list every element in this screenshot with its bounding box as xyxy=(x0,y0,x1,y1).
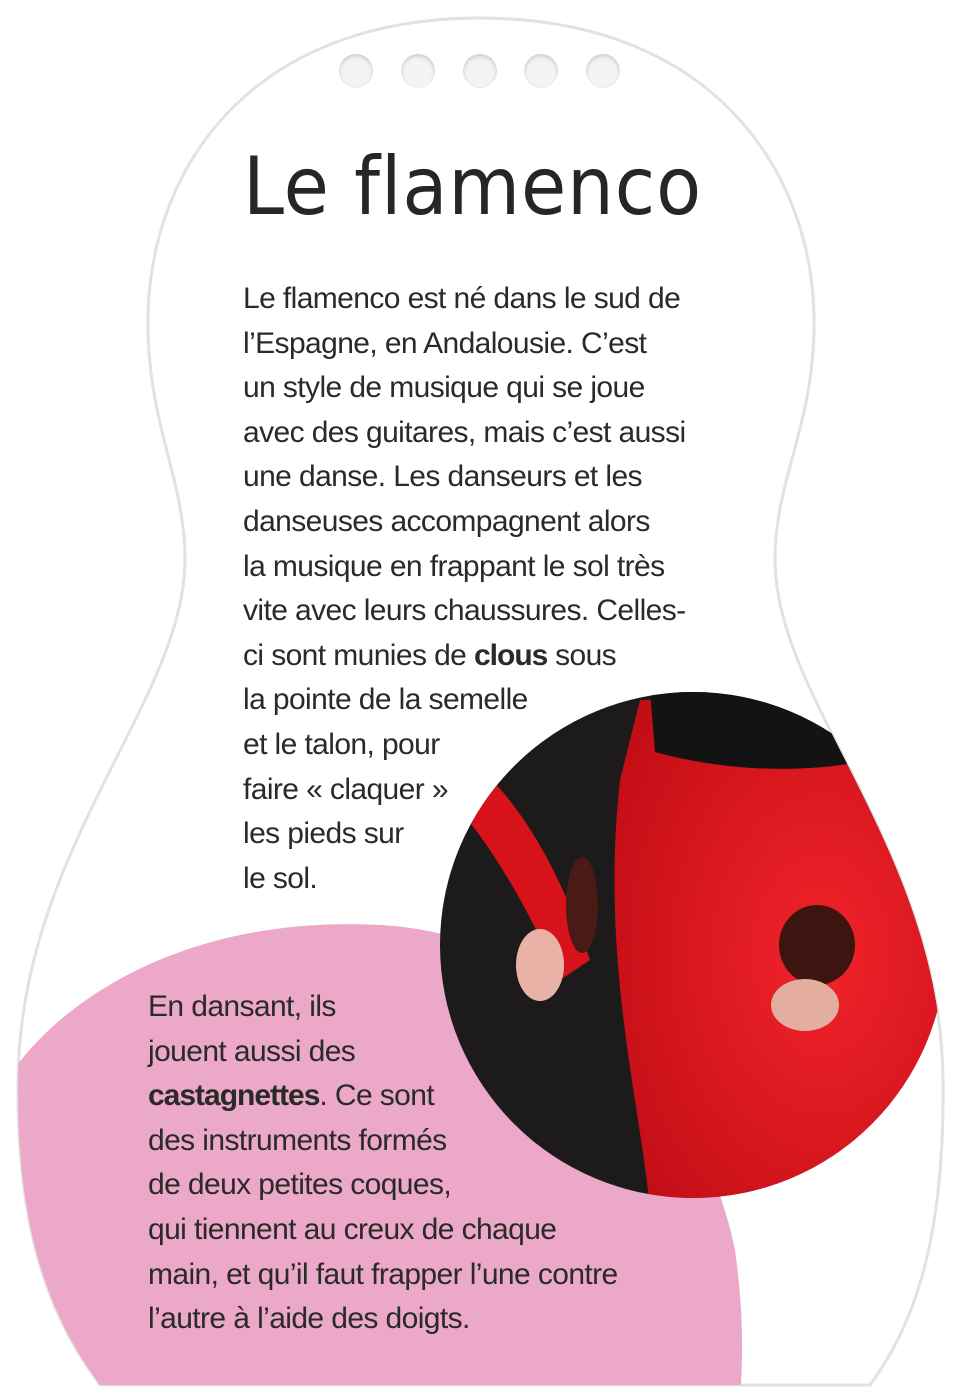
text-line: la pointe de la semelle xyxy=(243,683,528,717)
text-line: l’Espagne, en Andalousie. C’est xyxy=(243,326,647,360)
text-line: main, et qu’il faut frapper l’une contre xyxy=(148,1257,618,1291)
text-line: vite avec leurs chaussures. Celles- xyxy=(243,594,686,628)
hole-dot xyxy=(586,54,620,88)
text-line: les pieds sur xyxy=(243,817,404,851)
text-line: des instruments formés xyxy=(148,1123,447,1157)
text-line xyxy=(243,638,616,674)
text-line: et le talon, pour xyxy=(243,728,440,761)
text-segment: . Ce sont xyxy=(319,1079,435,1113)
castanet-right xyxy=(779,905,855,985)
bold-keyword: clous xyxy=(474,638,548,672)
text-line: jouent aussi des xyxy=(148,1034,356,1068)
text-segment: sous xyxy=(547,638,617,672)
text-line: une danse. Les danseurs et les xyxy=(243,460,642,494)
castanet-left xyxy=(566,857,598,953)
text-line: la musique en frappant le sol très xyxy=(243,549,665,583)
text-line xyxy=(148,1078,434,1114)
text-line: de deux petites coques, xyxy=(148,1168,452,1202)
text-line: Le flamenco est né dans le sud de xyxy=(243,282,681,315)
text-line: danseuses accompagnent alors xyxy=(243,505,650,538)
hole-dot xyxy=(339,54,373,88)
text-line: faire « claquer » xyxy=(243,772,448,806)
text-line: qui tiennent au creux de chaque xyxy=(148,1213,557,1246)
text-line: En dansant, ils xyxy=(148,990,336,1023)
text-line: avec des guitares, mais c’est aussi xyxy=(243,415,686,449)
text-segment: ci sont munies de xyxy=(243,638,474,672)
page-title: Le flamenco xyxy=(243,140,703,233)
text-line: l’autre à l’aide des doigts. xyxy=(148,1302,470,1336)
text-line: un style de musique qui se joue xyxy=(243,371,645,405)
hole-dot xyxy=(524,54,558,88)
hole-dot xyxy=(463,54,497,88)
bold-keyword: castagnettes xyxy=(148,1079,320,1113)
text-line: le sol. xyxy=(243,861,318,895)
hole-dot xyxy=(401,54,435,88)
